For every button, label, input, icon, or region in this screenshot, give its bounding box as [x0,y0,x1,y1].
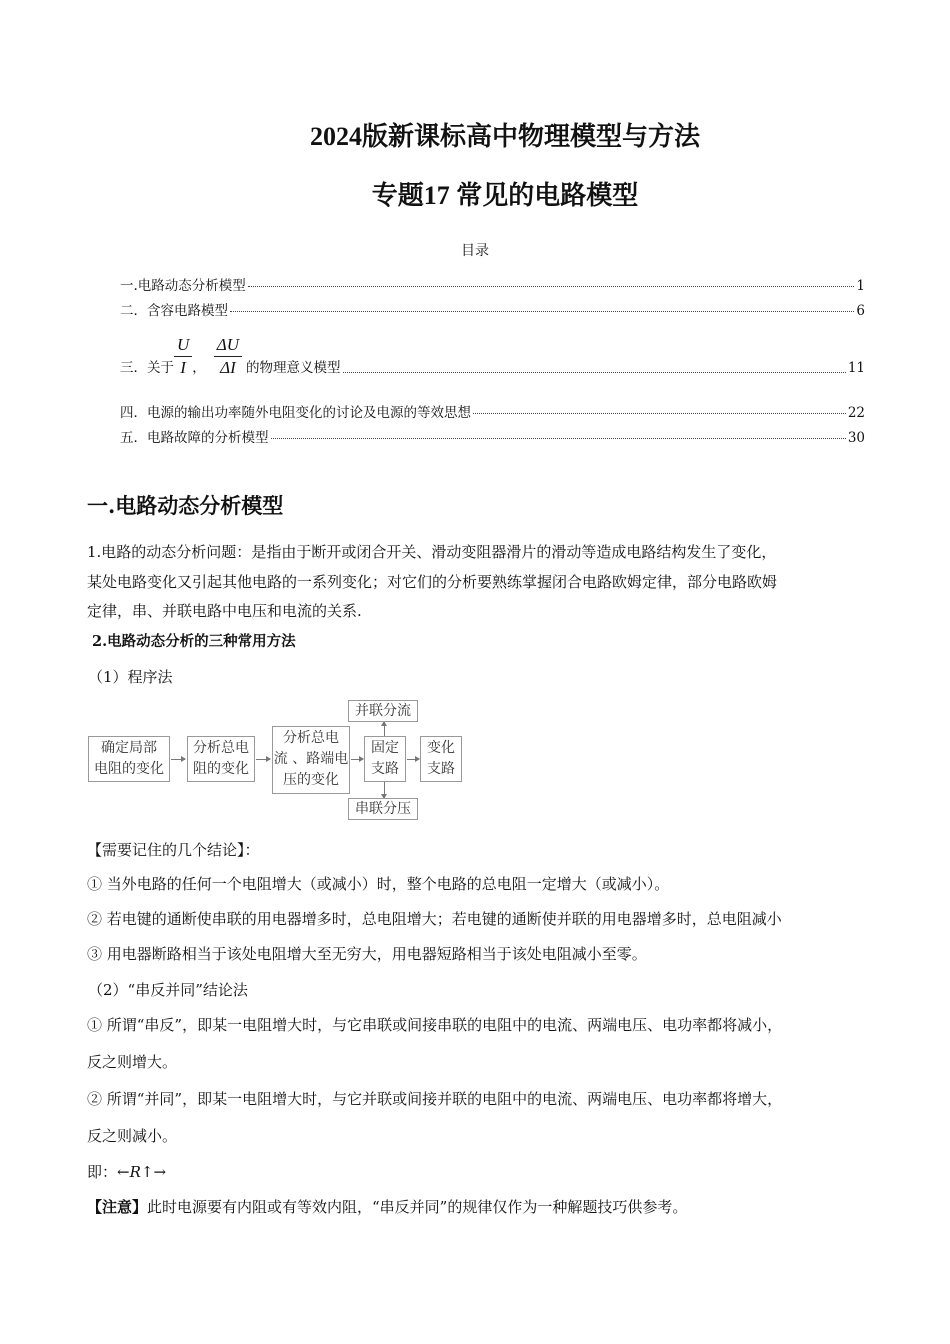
toc-leader [473,413,846,414]
toc-item[interactable] [120,401,865,421]
flow-box-current-voltage: 分析总电 流 、路端电 压的变化 [272,726,350,794]
toc-item-label: 三．关于 [120,360,174,376]
flow-arrow-down [384,782,385,798]
conclusions-heading: 【需要记住的几个结论】： [87,841,260,859]
flowchart [86,698,455,822]
toc-item-page: 30 [847,430,865,446]
conclusion-item: ① 当外电路的任何一个电阻增大（或减小）时，整个电路的总电阻一定增大（或减小）。 [87,875,670,893]
flow-arrow [407,759,419,760]
mnemonic-label: 即： [87,1163,118,1181]
paragraph-line: 定律，串、并联电路中电压和电流的关系. [87,602,362,620]
toc-item[interactable] [120,274,865,294]
method-rule: 反之则增大。 [87,1053,178,1071]
toc-item-page: 22 [847,405,865,421]
method-heading: （2）“串反并同”结论法 [88,981,248,999]
note-heading: 【注意】 [87,1198,148,1216]
toc-leader [230,311,854,312]
toc-item[interactable] [120,426,865,446]
mnemonic-formula: ←R↑→ [117,1163,167,1181]
flow-arrow-up [384,722,385,736]
flow-box-fixed-branch: 固定 支路 [364,736,406,782]
subheading: 2.电路动态分析的三种常用方法 [92,633,296,650]
flow-arrow [171,759,185,760]
fraction-du-over-di: $\frac{\Delta U}{\Delta I}$ [214,334,242,379]
section-heading: 一.电路动态分析模型 [87,493,284,518]
flow-box-parallel-shunt: 并联分流 [348,700,418,722]
conclusion-item: ② 若电键的通断使串联的用电器增多时，总电阻增大；若电键的通断使并联的用电器增多时，总电阻减小 [87,910,782,928]
method-rule: ② 所谓“并同”，即某一电阻增大时，与它并联或间接并联的电阻中的电流、两端电压、电功率都将增大， [87,1090,783,1108]
conclusion-item: ③ 用电器断路相当于该处电阻增大至无穷大，用电器短路相当于该处电阻减小至零。 [87,945,647,963]
toc-leader [248,286,855,287]
paragraph-line: 1.电路的动态分析问题：是指由于断开或闭合开关、滑动变阻器滑片的滑动等造成电路结构发生了变化， [87,543,777,561]
flow-arrow [256,759,270,760]
flow-box-series-divide: 串联分压 [348,798,418,820]
toc-item-label: 一.电路动态分析模型 [120,278,246,294]
method-rule: ① 所谓“串反”，即某一电阻增大时，与它串联或间接串联的电阻中的电流、两端电压、电功率都将减小， [87,1016,783,1034]
flow-arrow [351,759,363,760]
toc-leader [343,372,846,373]
mnemonic-line [87,1158,877,1186]
flow-box-changing-branch: 变化 支路 [420,736,462,782]
method-heading: （1）程序法 [88,668,173,686]
flow-box-total-resistance: 分析总电 阻的变化 [187,736,255,782]
toc-item[interactable] [120,299,865,319]
document-subtitle: 专题17 常见的电路模型 [371,181,639,210]
paragraph-line: 某处电路变化又引起其他电路的一系列变化；对它们的分析要熟练掌握闭合电路欧姆定律，部分电路欧姆 [87,573,778,591]
toc-item-label: 二．含容电路模型 [120,303,228,319]
flow-box-local-resistance: 确定局部 电阻的变化 [88,736,170,782]
toc-leader [271,438,846,439]
note-text: 此时电源要有内阻或有等效内阻，“串反并同”的规律仅作为一种解题技巧供参考。 [147,1198,688,1216]
document-title: 2024版新课标高中物理模型与方法 [309,122,700,151]
toc-item-page: 6 [856,303,865,319]
fraction-u-over-i: $\frac{U}{I}$ [174,334,192,379]
toc-item-page: 11 [847,360,865,376]
toc-item-page: 1 [856,278,865,294]
method-rule: 反之则减小。 [87,1127,178,1145]
toc-item-label: 四．电源的输出功率随外电阻变化的讨论及电源的等效思想 [120,405,471,421]
toc-item[interactable]: 三．关于 $\frac{U}{I}$ ， $\frac{\Delta U}{\Delta I}$ 的物理意义模型 11 [120,335,865,377]
toc-heading: 目录 [461,243,489,259]
toc-item-label: 五．电路故障的分析模型 [120,430,269,446]
note-line [87,1193,877,1221]
